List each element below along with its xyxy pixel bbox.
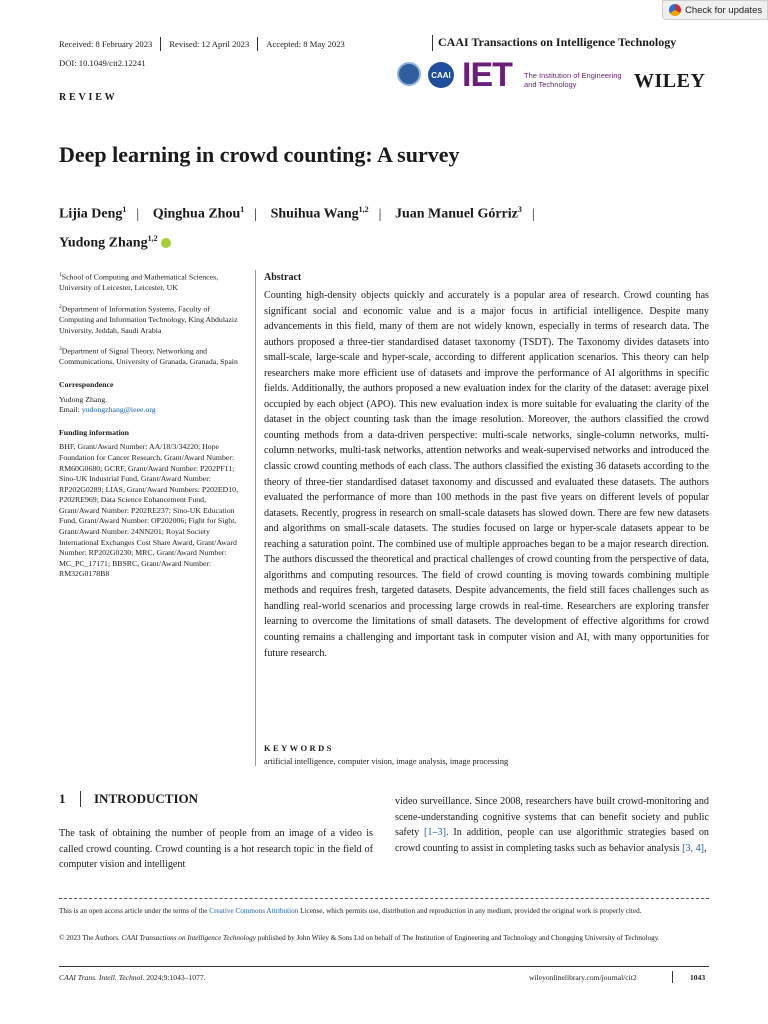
check-for-updates-label: Check for updates: [685, 4, 763, 16]
divider: [160, 37, 161, 51]
article-sidebar: [59, 270, 243, 580]
university-logo-icon: [397, 62, 421, 86]
keywords-heading: KEYWORDS: [264, 743, 334, 753]
abstract-heading: Abstract: [264, 272, 302, 283]
author-name[interactable]: Qinghua Zhou: [152, 206, 241, 222]
article-title: Deep learning in crowd counting: A survey: [59, 142, 460, 167]
section-title: INTRODUCTION: [94, 791, 199, 806]
iet-logo-subtitle: The Institution of Engineering and Technology: [524, 71, 622, 89]
divider: [80, 791, 81, 807]
author-name[interactable]: Yudong Zhang: [59, 235, 148, 251]
page-number: 1043: [690, 973, 706, 982]
author-affiliation-mark: 1,2: [147, 233, 158, 243]
author-affiliation-mark: 3: [517, 205, 522, 214]
author-list: Lijia Deng$^1$ | Qinghua Zhou$^1$ | Shuihua Wang$^{1,2}$ | Juan Manuel Górriz$^3$ | Yudong Zhang$^{1,2}$: [59, 205, 535, 251]
citation-link[interactable]: [1–3]: [424, 827, 446, 838]
iet-logo: IET: [462, 56, 512, 94]
journal-url-link[interactable]: wileyonlinelibrary.com/journal/cit2: [529, 973, 637, 982]
affiliation: $^2$Department of Information Systems, Faculty of Computing and Information Technology, King Abdulaziz University, Jeddah, Saudi Arabia: [59, 303, 238, 335]
email-label: Email:: [59, 405, 80, 415]
footer-rule: [59, 966, 709, 967]
section-number: 1: [59, 791, 66, 806]
intro-paragraph-right: video surveillance. Since 2008, researchers have built crowd-monitoring and scene-understanding cognitive systems that can benefit society and public safety [1–3]. In addition, people can use algorithmic strategies based on crowd counting to assist in completing tasks such as behavior analysis [3, 4],: [395, 796, 709, 854]
journal-name: CAAI Transactions on Intelligence Technology: [438, 35, 677, 49]
footer-citation: CAAI Trans. Intell. Technol. 2024;9:1043–1077.: [59, 973, 206, 982]
author-name[interactable]: Juan Manuel Górriz: [394, 206, 518, 222]
correspondence-heading: Correspondence: [59, 379, 114, 389]
funding-text: BHF, Grant/Award Number: AA/18/3/34220; Hope Foundation for Cancer Research, Grant/Award Number: RM60G0680; GCRF, Grant/Award Number: P202PF11; Sino-UK Industrial Fund, Grant/Award Number: RP202G0289; LIAS, Grant/Award Numbers: P202ED10, P202RE969; Data Science Enhancement Fund, Grant/Award Number: P202RE237; Sino-UK Education Fund, Grant/Award Number: OP202006; Fight for Sight, Grant/Award Number: 24NN201; Royal Society International Exchanges Cost Share Award, Grant/Award Number: RP202G0230; MRC, Grant/Award Number: MC_PC_17171; BBSRC, Grant/Award Number: RM32G0178B8: [59, 442, 239, 579]
intro-paragraph-left: The task of obtaining the number of people from an image of a video is called crowd counting. Crowd counting is a hot research topic in the field of computer vision and intelligent: [59, 828, 373, 870]
divider: [257, 37, 258, 51]
author-name[interactable]: Lijia Deng: [59, 206, 123, 222]
revised-date: Revised: 12 April 2023: [169, 39, 250, 49]
author-affiliation-mark: 1,2: [358, 205, 369, 214]
author-affiliation-mark: 1: [122, 205, 127, 214]
orcid-icon[interactable]: [161, 238, 171, 248]
divider: [672, 971, 673, 983]
divider: [432, 35, 433, 51]
crossmark-icon: [669, 4, 681, 16]
license-link[interactable]: Creative Commons Attribution: [209, 907, 299, 915]
received-date: Received: 8 February 2023: [59, 39, 153, 49]
copyright-note: © 2023 The Authors. CAAI Transactions on Intelligence Technology published by John Wiley & Sons Ltd on behalf of The Institution of Engineering and Technology and Chongqing University of Technology.: [59, 934, 660, 942]
author-name[interactable]: Shuihua Wang: [270, 206, 359, 222]
correspondence-name: Yudong Zhang.: [59, 394, 108, 404]
check-for-updates-button[interactable]: [662, 0, 768, 20]
doi[interactable]: DOI: 10.1049/cit2.12241: [59, 58, 146, 68]
email-link[interactable]: yudongzhang@ieee.org: [81, 405, 156, 415]
footnote-divider: [59, 898, 709, 899]
wiley-logo: WILEY: [634, 70, 706, 92]
article-type: REVIEW: [59, 92, 118, 103]
accepted-date: Accepted: 8 May 2023: [266, 39, 345, 49]
affiliation: $^1$School of Computing and Mathematical Sciences, University of Leicester, Leicester, UK: [59, 272, 219, 293]
citation-link[interactable]: [3, 4]: [682, 842, 705, 854]
abstract-rule: [255, 270, 256, 766]
license-note: This is an open access article under the terms of the Creative Commons Attribution License, which permits use, distribution and reproduction in any medium, provided the original work is properly cited.: [59, 907, 642, 915]
correspondence-email-row: [59, 405, 243, 416]
affiliation: $^3$Department of Signal Theory, Networking and Communications, University of Granada, Granada, Spain: [59, 346, 238, 367]
abstract-text: Counting high-density objects quickly and accurately is a popular area of research. Crowd counting has significant social and economic value and is a major focus in artificial intelligence. Despite many advancements in this field, many of them are not widely known, especially in terms of research data. The authors proposed a three-tier standardised dataset taxonomy (TSDT). The Taxonomy divides datasets into small-scale, large-scale and hyper-scale, according to different application scenarios. This theory can help researchers make more efficient use of datasets and improve the performance of AI algorithms in specific fields. Additionally, the authors proposed a new evaluation index for the clarity of the dataset: average pixel occupied by each object (APO). This new evaluation index is more suitable for evaluating the clarity of the dataset in the object counting task than the image resolution. Moreover, the authors classified the crowd counting methods from a data-driven perspective: multi-scale networks, single-column networks, multi-column networks, multi-task networks, attention networks and weak-supervised networks and introduced the classic crowd counting methods of each class. The authors classified the existing 36 datasets according to the theory of three-tier standardised dataset taxonomy and discussed and evaluated these datasets. The authors evaluated the performance of more than 100 methods in the past five years on different levels of popular datasets. Recently, progress in research on small-scale datasets has slowed down. There are few new datasets and algorithms on small-scale datasets. The studies focused on large or hyper-scale datasets appear to be reaching a saturation point. The combined use of multiple approaches began to be a major research direction. The authors discussed the theoretical and practical challenges of crowd counting from the perspective of data, algorithms and computing resources. The field of crowd counting is moving towards combining multiple methods and requires fresh, targeted datasets. Despite advancements, the field still faces challenges such as handling real-world scenarios and processing large crowds in real-time. Researchers are exploring transfer learning to overcome the limitations of small datasets. The development of effective algorithms for crowd counting remains a challenging and important task in computer vision and AI, with many opportunities for future research.: [264, 290, 709, 659]
caai-logo: CAAI: [428, 62, 454, 88]
author-affiliation-mark: 1: [240, 205, 245, 214]
keywords-list: artificial intelligence, computer vision, image analysis, image processing: [264, 757, 509, 766]
funding-heading: Funding information: [59, 427, 129, 437]
article-dates: [59, 37, 345, 51]
